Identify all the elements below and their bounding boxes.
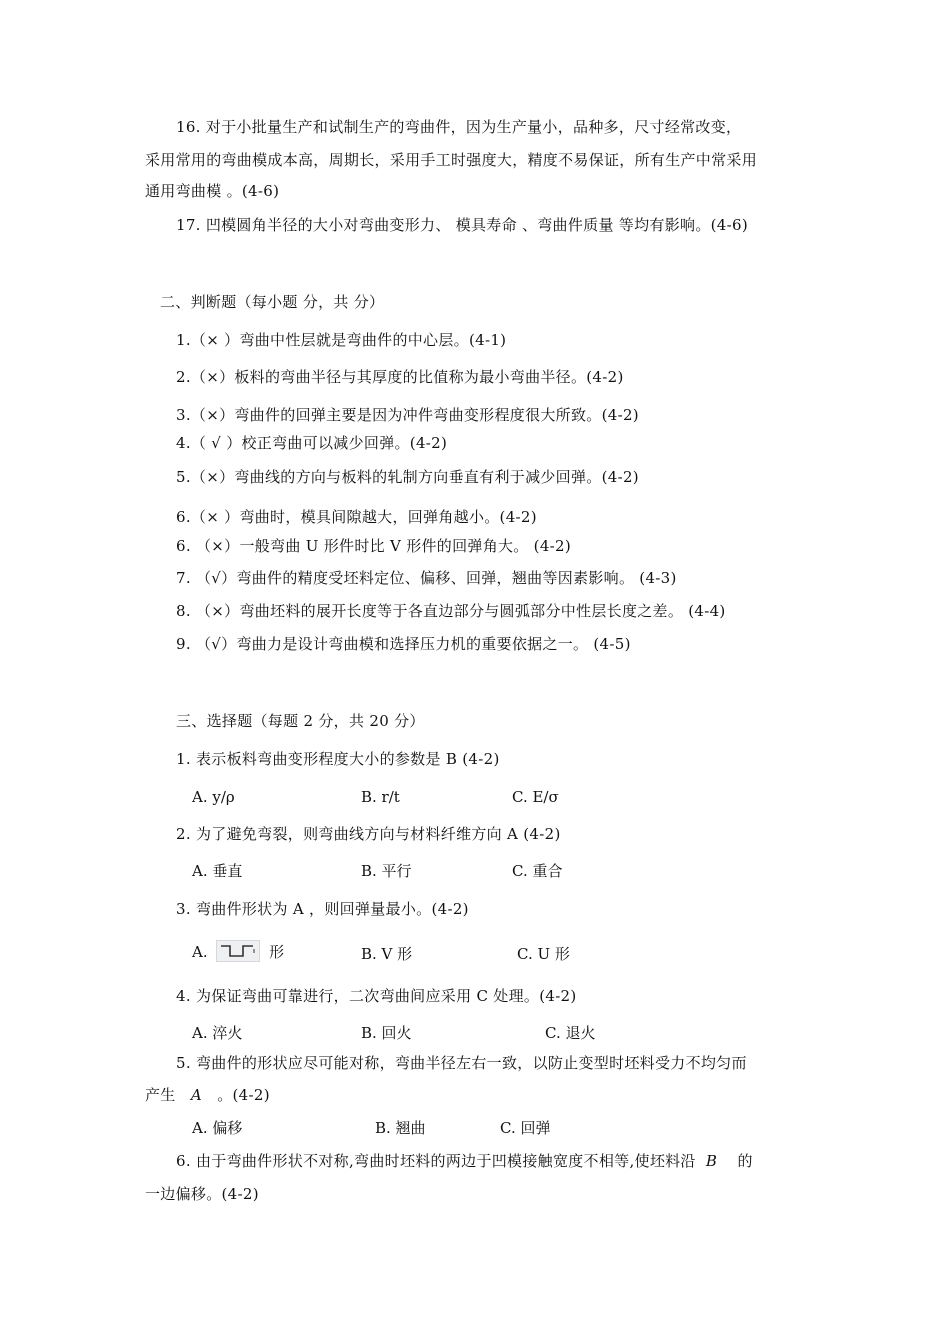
- choice-q6-line1-suffix: 的: [737, 1152, 753, 1170]
- choice-heading: 三、选择题（每题 2 分，共 20 分）: [176, 712, 425, 730]
- choice-q2-stem: 2. 为了避免弯裂，则弯曲线方向与材料纤维方向 A (4-2): [176, 825, 561, 843]
- judge-item-2: 2.（×）板料的弯曲半径与其厚度的比值称为最小弯曲半径。(4-2): [176, 368, 624, 386]
- choice-q4-option-b: B. 回火: [361, 1024, 412, 1042]
- choice-q2-option-c: C. 重合: [512, 862, 563, 880]
- choice-q6-line2: 一边偏移。(4-2): [145, 1185, 259, 1203]
- choice-q5-option-b: B. 翘曲: [375, 1119, 426, 1137]
- judge-item-8: 8. （×）弯曲坯料的展开长度等于各直边部分与圆弧部分中性层长度之差。 (4-4): [176, 602, 726, 620]
- choice-q3-stem: 3. 弯曲件形状为 A ，则回弹量最小。(4-2): [176, 900, 469, 918]
- judge-item-4: 4.（ √ ）校正弯曲可以减少回弹。(4-2): [176, 434, 448, 452]
- choice-q2-option-b: B. 平行: [361, 862, 412, 880]
- choice-q1-stem: 1. 表示板料弯曲变形程度大小的参数是 B (4-2): [176, 750, 500, 768]
- choice-q4-stem: 4. 为保证弯曲可靠进行，二次弯曲间应采用 C 处理。(4-2): [176, 987, 577, 1005]
- choice-q6-answer: B: [705, 1152, 718, 1170]
- q16-line1: 16. 对于小批量生产和试制生产的弯曲件，因为生产量小，品种多，尺寸经常改变，: [176, 118, 742, 136]
- hat-shape-icon: [216, 940, 260, 962]
- choice-q1-option-c: C. E/σ: [512, 788, 559, 806]
- judge-item-7: 7. （√）弯曲件的精度受坯料定位、偏移、回弹，翘曲等因素影响。 (4-3): [176, 569, 677, 587]
- choice-q5-line1: 5. 弯曲件的形状应尽可能对称，弯曲半径左右一致，以防止变型时坯料受力不均匀而: [176, 1054, 747, 1072]
- choice-q5-answer: A: [190, 1086, 202, 1104]
- choice-q6-line1-prefix: 6. 由于弯曲件形状不对称,弯曲时坯料的两边于凹模接触宽度不相等,使坯料沿: [176, 1152, 696, 1170]
- judge-item-9: 9. （√）弯曲力是设计弯曲模和选择压力机的重要依据之一。 (4-5): [176, 635, 631, 653]
- choice-q4-option-a: A. 淬火: [192, 1024, 243, 1042]
- choice-q1-option-a: A. y/ρ: [192, 788, 235, 806]
- q16-line2: 采用常用的弯曲模成本高，周期长，采用手工时强度大，精度不易保证，所有生产中常采用: [145, 151, 758, 169]
- choice-q3-option-a-suffix: 形: [269, 943, 285, 961]
- choice-q3-option-a-prefix: A.: [192, 943, 208, 961]
- choice-q2-option-a: A. 垂直: [192, 862, 243, 880]
- judge-heading: 二、判断题（每小题 分，共 分）: [160, 293, 385, 311]
- judge-item-5: 5.（×）弯曲线的方向与板料的轧制方向垂直有利于减少回弹。(4-2): [176, 468, 639, 486]
- judge-item-6b: 6. （×）一般弯曲 U 形件时比 V 形件的回弹角大。 (4-2): [176, 537, 572, 555]
- choice-q3-option-c: C. U 形: [517, 945, 570, 963]
- choice-q3-option-a: [192, 942, 284, 964]
- choice-q5-line2: [145, 1085, 270, 1105]
- judge-item-6: 6.（× ）弯曲时，模具间隙越大，回弹角越小。(4-2): [176, 508, 537, 526]
- choice-q5-option-c: C. 回弹: [500, 1119, 551, 1137]
- choice-q1-option-b: B. r/t: [361, 788, 400, 806]
- choice-q5-line2-prefix: 产生: [145, 1086, 176, 1104]
- choice-q5-option-a: A. 偏移: [192, 1119, 243, 1137]
- choice-q5-line2-suffix: 。(4-2): [217, 1086, 270, 1104]
- choice-q4-option-c: C. 退火: [545, 1024, 596, 1042]
- judge-item-1: 1.（× ）弯曲中性层就是弯曲件的中心层。(4-1): [176, 331, 507, 349]
- choice-q6-line1: [176, 1151, 753, 1171]
- choice-q3-option-b: B. V 形: [361, 945, 413, 963]
- q17: 17. 凹模圆角半径的大小对弯曲变形力、 模具寿命 、弯曲件质量 等均有影响。(4-6): [176, 216, 748, 234]
- judge-item-3: 3.（×）弯曲件的回弹主要是因为冲件弯曲变形程度很大所致。(4-2): [176, 406, 639, 424]
- q16-line3: 通用弯曲模 。(4-6): [145, 182, 280, 200]
